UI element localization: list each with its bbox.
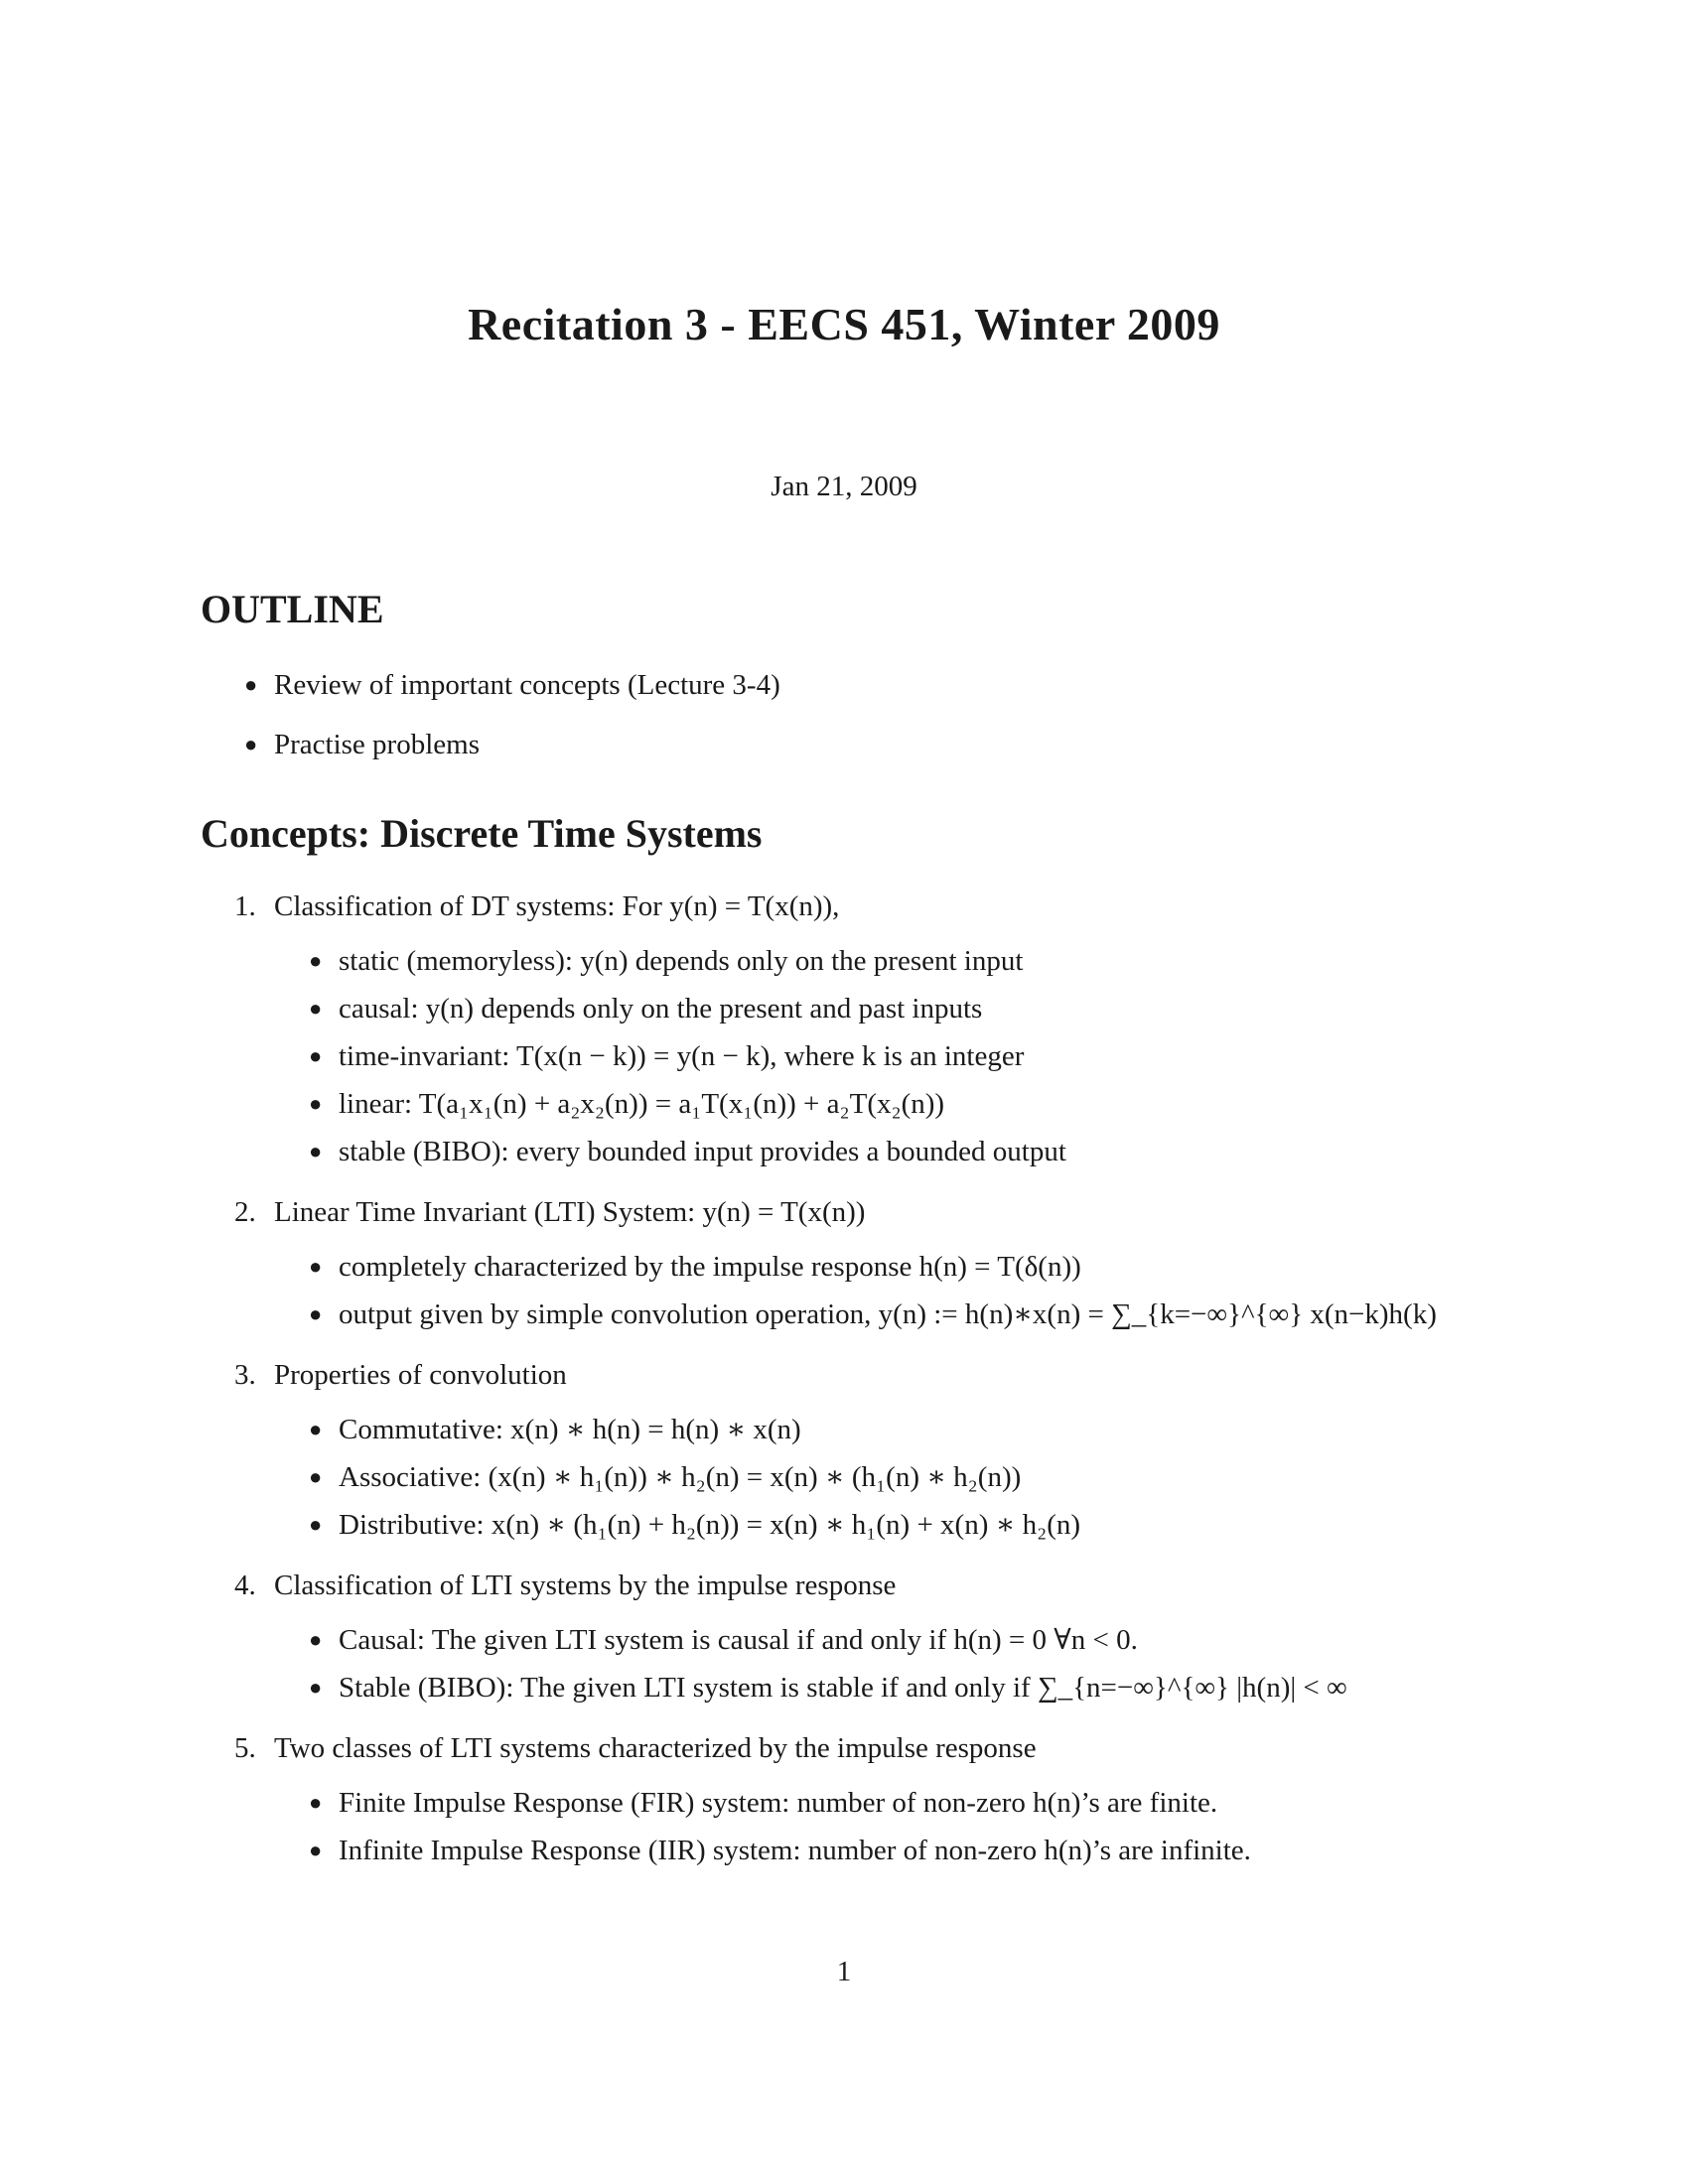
bullet-icon: ● — [309, 1043, 323, 1068]
concepts-list — [234, 882, 1525, 1886]
concept-title: Classification of LTI systems by the impulse response — [274, 1570, 897, 1601]
page-title: Recitation 3 - EECS 451, Winter 2009 — [468, 299, 1220, 349]
list-item: ● time-invariant: T(x(n − k)) = y(n − k), where k is an integer — [309, 1032, 1525, 1080]
concept-section: 5. Two classes of LTI systems characterized by the impulse response ● Finite Impulse Response (FIR) system: number of non-zero h(n)’s are finite. ● Infinite Impulse Response (IIR) system: number of non-zero h(n)’s are infinite. — [234, 1723, 1525, 1874]
list-item: ● Causal: The given LTI system is causal if and only if h(n) = 0 ∀n < 0. — [309, 1616, 1525, 1664]
bullet-icon: ● — [309, 1627, 323, 1652]
list-item: ● Commutative: x(n) ∗ h(n) = h(n) ∗ x(n) — [309, 1406, 1525, 1453]
bullet-icon: ● — [309, 1838, 323, 1862]
bullet-icon: ● — [309, 996, 323, 1021]
bullet-icon: ● — [309, 1417, 323, 1441]
list-item: ● Associative: (x(n) ∗ h₁(n)) ∗ h₂(n) = x(n) ∗ (h₁(n) ∗ h₂(n)) — [309, 1453, 1525, 1501]
list-item: ● Finite Impulse Response (FIR) system: number of non-zero h(n)’s are finite. — [309, 1779, 1525, 1827]
concept-section: 4. Classification of LTI systems by the impulse response ● Causal: The given LTI system is causal if and only if h(n) = 0 ∀n < 0. ● Stable (BIBO): The given LTI system is stable if and only if ∑_{n=−∞}^{∞} |h(n)| < ∞ — [234, 1561, 1525, 1711]
bullet-icon: ● — [309, 948, 323, 973]
outline-heading: OUTLINE — [201, 587, 384, 631]
outline-list — [244, 660, 780, 779]
list-item: ● Practise problems — [244, 720, 780, 779]
list-item: ● stable (BIBO): every bounded input provides a bounded output — [309, 1128, 1525, 1175]
bullet-icon: ● — [244, 732, 258, 756]
page-number: 1 — [836, 1956, 852, 1987]
concept-section: 3. Properties of convolution ● Commutative: x(n) ∗ h(n) = h(n) ∗ x(n) ● Associative: (x(n) ∗ h₁(n)) ∗ h₂(n) = x(n) ∗ (h₁(n) ∗ h₂(n)) ● Distributive: x(n) ∗ (h₁(n) + h₂(n)) = x(n) ∗ h₁(n) + x(n) ∗ h₂(n) — [234, 1350, 1525, 1549]
concept-title: Classification of DT systems: For y(n) = T(x(n)), — [274, 890, 840, 922]
bullet-icon: ● — [309, 1139, 323, 1163]
bullet-icon: ● — [244, 672, 258, 697]
list-item: ● output given by simple convolution operation, y(n) := h(n)∗x(n) = ∑_{k=−∞}^{∞} x(n−k)h(k) — [309, 1291, 1525, 1338]
list-item: ● Distributive: x(n) ∗ (h₁(n) + h₂(n)) = x(n) ∗ h₁(n) + x(n) ∗ h₂(n) — [309, 1501, 1525, 1549]
concept-title: Two classes of LTI systems characterized by the impulse response — [274, 1732, 1037, 1764]
bullet-icon: ● — [309, 1790, 323, 1815]
concepts-heading: Concepts: Discrete Time Systems — [201, 811, 763, 856]
list-item: ● Stable (BIBO): The given LTI system is stable if and only if ∑_{n=−∞}^{∞} |h(n)| < ∞ — [309, 1664, 1525, 1711]
list-item: ● Infinite Impulse Response (IIR) system: number of non-zero h(n)’s are infinite. — [309, 1827, 1525, 1874]
concept-title: Properties of convolution — [274, 1359, 567, 1391]
bullet-icon: ● — [309, 1254, 323, 1279]
concept-section: 2. Linear Time Invariant (LTI) System: y(n) = T(x(n)) ● completely characterized by the impulse response h(n) = T(δ(n)) ● output given by simple convolution operation, y(n) := h(n)∗x(n) = ∑_{k=−∞}^{∞} x(n−k)h(k) — [234, 1187, 1525, 1338]
bullet-icon: ● — [309, 1301, 323, 1326]
list-item: ● Review of important concepts (Lecture 3-4) — [244, 660, 780, 720]
bullet-icon: ● — [309, 1512, 323, 1537]
bullet-icon: ● — [309, 1675, 323, 1700]
list-item: ● completely characterized by the impulse response h(n) = T(δ(n)) — [309, 1243, 1525, 1291]
list-item: ● causal: y(n) depends only on the present and past inputs — [309, 985, 1525, 1032]
date: Jan 21, 2009 — [771, 471, 917, 502]
concept-title: Linear Time Invariant (LTI) System: y(n) = T(x(n)) — [274, 1196, 866, 1228]
bullet-icon: ● — [309, 1091, 323, 1116]
bullet-icon: ● — [309, 1464, 323, 1489]
list-item: ● linear: T(a₁x₁(n) + a₂x₂(n)) = a₁T(x₁(n)) + a₂T(x₂(n)) — [309, 1080, 1525, 1128]
list-item: ● static (memoryless): y(n) depends only on the present input — [309, 937, 1525, 985]
concept-section: 1. Classification of DT systems: For y(n) = T(x(n)), ● static (memoryless): y(n) depends only on the present input ● causal: y(n) depends only on the present and past inputs ● time-invariant: T(x(n − k)) = y(n − k), where k is an integer ● linear: T(a₁x₁(n) + a₂x₂(n)) = a₁T(x₁(n)) + a₂T(x₂(n)) ● stable (BIBO): every bounded input provides a bounded output — [234, 882, 1525, 1175]
